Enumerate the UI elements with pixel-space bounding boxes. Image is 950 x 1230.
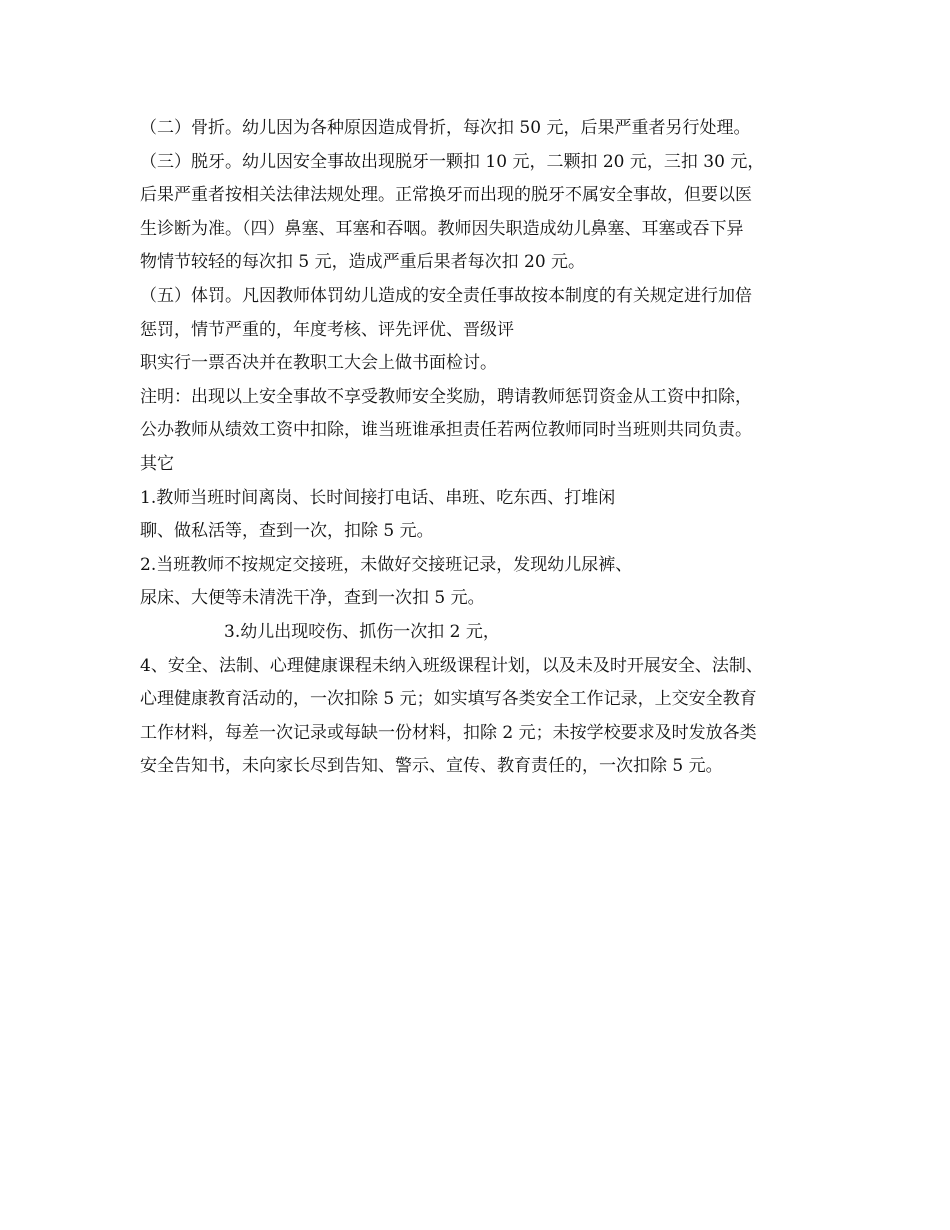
line-20: 安全告知书，未向家长尽到告知、警示、宣传、教育责任的，一次扣除 5 元。	[140, 756, 723, 777]
line-2: （三）脱牙。幼儿因安全事故出现脱牙一颗扣 10 元，二颗扣 20 元，三扣 30 元，	[140, 151, 765, 172]
line-1: （二）骨折。幼儿因为各种原因造成骨折，每次扣 50 元，后果严重者另行处理。	[140, 118, 751, 138]
line-9: 注明：出现以上安全事故不享受教师安全奖励，聘请教师惩罚资金从工资中扣除，	[140, 386, 752, 407]
line-10: 公办教师从绩效工资中扣除，谁当班谁承担责任若两位教师同时当班则共同负责。	[140, 420, 752, 441]
section-heading-other: 其它	[140, 453, 174, 474]
line-7: 惩罚，情节严重的，年度考核、评先评优、晋级评	[140, 319, 514, 340]
line-17: 4、安全、法制、心理健康课程未纳入班级课程计划，以及未及时开展安全、法制、	[140, 655, 763, 676]
line-5: 物情节较轻的每次扣 5 元，造成严重后果者每次扣 20 元。	[140, 252, 586, 273]
line-15: 尿床、大便等未清洗干净，查到一次扣 5 元。	[140, 588, 485, 609]
line-19: 工作材料，每差一次记录或每缺一份材料，扣除 2 元；未按学校要求及时发放各类	[140, 722, 757, 743]
line-16: 3.幼儿出现咬伤、抓伤一次扣 2 元，	[224, 621, 500, 642]
line-12: 1.教师当班时间离岗、长时间接打电话、串班、吃东西、打堆闲	[140, 487, 616, 508]
line-3: 后果严重者按相关法律法规处理。正常换牙而出现的脱牙不属安全事故，但要以医	[140, 185, 752, 206]
document-body	[140, 112, 840, 784]
line-8: 职实行一票否决并在教职工大会上做书面检讨。	[140, 353, 497, 374]
line-14: 2.当班教师不按规定交接班，未做好交接班记录，发现幼儿尿裤、	[140, 554, 633, 575]
line-13: 聊、做私活等，查到一次，扣除 5 元。	[140, 521, 434, 542]
line-4: 生诊断为准。（四）鼻塞、耳塞和吞咽。教师因失职造成幼儿鼻塞、耳塞或吞下异	[140, 218, 744, 239]
line-18: 心理健康教育活动的，一次扣除 5 元；如实填写各类安全工作记录，上交安全教育	[140, 689, 757, 710]
line-6: （五）体罚。凡因教师体罚幼儿造成的安全责任事故按本制度的有关规定进行加倍	[140, 285, 752, 306]
